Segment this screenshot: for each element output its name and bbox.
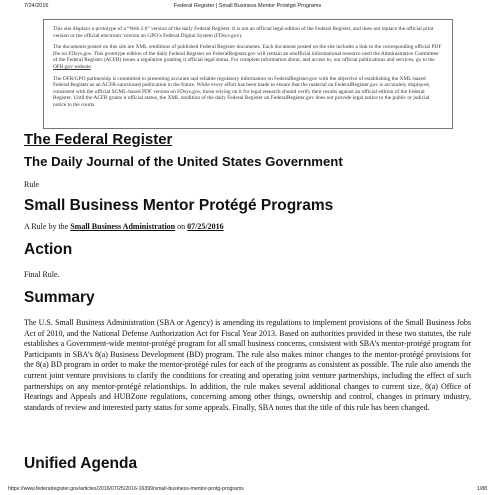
daily-journal-heading: The Daily Journal of the United States Government — [24, 154, 343, 169]
byline-prefix: A Rule by the — [24, 222, 69, 231]
print-url: https://www.federalregister.gov/articles/2016/07/25/2016-16399/small-business-mentor-protg-programs — [8, 486, 244, 492]
summary-heading: Summary — [24, 289, 95, 306]
document-type: Rule — [24, 180, 40, 189]
notice-paragraph-1: This site displays a prototype of a “Web 2.0” version of the daily Federal Register. It is not an official legal edition of the Federal Register, and does not replace the official print version or the official electronic version on GPO’s Federal Digital System (FDsys.gov). — [53, 26, 434, 39]
summary-text: The U.S. Small Business Administration (SBA or Agency) is amending its regulations to implement provisions of the Small Business Jobs Act of 2010, and the National Defense Authorization Act for Fiscal Year 2013. Based on authorities provided in these two statutes, the rule establishes a Government-wide mentor-protégé program for all small business concerns, consistent with SBA’s mentor-protégé program for Participants in SBA’s 8(a) Business Development (BD) program. The rule also makes minor changes to the mentor-protégé provisions for the 8(a) BD program in order to make the mentor-protégé rules for each of the programs as consistent as possible. The rule also amends the current joint venture provisions to clarify the conditions for creating and operating joint venture partnerships, including the effect of such partnerships on any mentor-protégé relationships. In addition, the rule makes several additional changes to current size, 8(a) Office of Hearings and Appeals and HUBZone regulations, concerning among other things, ownership and control, changes in primary industry, standards of review and interested party status for some appeals. Finally, SBA notes that the title of this rule has been changed. — [24, 318, 471, 412]
byline-on: on — [177, 222, 186, 231]
agency-link[interactable]: Small Business Administration — [70, 222, 176, 231]
page-number: 1/88 — [476, 486, 487, 492]
action-heading: Action — [24, 241, 73, 258]
notice-paragraph-3: The OFR/GPO partnership is committed to presenting accurate and reliable regulatory information on FederalRegister.gov with the objective of establishing the XML-based Federal Register as an ACFR-sanctioned publication in the future. While every effort has been made to ensure that the material on FederalRegister.gov is accurately displayed, consistent with the official SGML-based PDF version on FDsys.gov, those relying on it for legal research should verify their results against an official edition of the Federal Register. Until the ACFR grants it official status, the XML rendition of the daily Federal Register on FederalRegister.gov does not provide legal notice to the public or judicial notice to the courts. — [53, 75, 430, 108]
prototype-notice-box — [43, 19, 453, 129]
print-page-title: Federal Register | Small Business Mentor Protégé Programs — [173, 3, 322, 9]
federal-register-heading[interactable]: The Federal Register — [24, 131, 173, 148]
notice-paragraph-2-text: The documents posted on this site are XML renditions of published Federal Register documents. Each document posted on the site includes a link to the corresponding official PDF file on FDsys.gov. This prototype edition of the daily Federal Register on FederalRegister.gov will remain an unofficial informational resource until the Administrative Committee of the Federal Register (ACFR) issues a regulation granting it official legal status. For complete information about, and access to, our official publications and services, go to the — [53, 44, 442, 64]
publication-date-link[interactable]: 07/25/2016 — [187, 222, 224, 231]
notice-paragraph-2-end: . — [90, 63, 93, 70]
ofr-website-link[interactable]: OFR.gov website — [53, 63, 91, 70]
notice-paragraph-2 — [53, 44, 443, 70]
byline — [24, 222, 224, 231]
action-text: Final Rule. — [24, 270, 60, 279]
unified-agenda-heading: Unified Agenda — [24, 455, 138, 472]
document-title: Small Business Mentor Protégé Programs — [24, 197, 334, 214]
print-date: 7/24/2016 — [24, 3, 49, 9]
